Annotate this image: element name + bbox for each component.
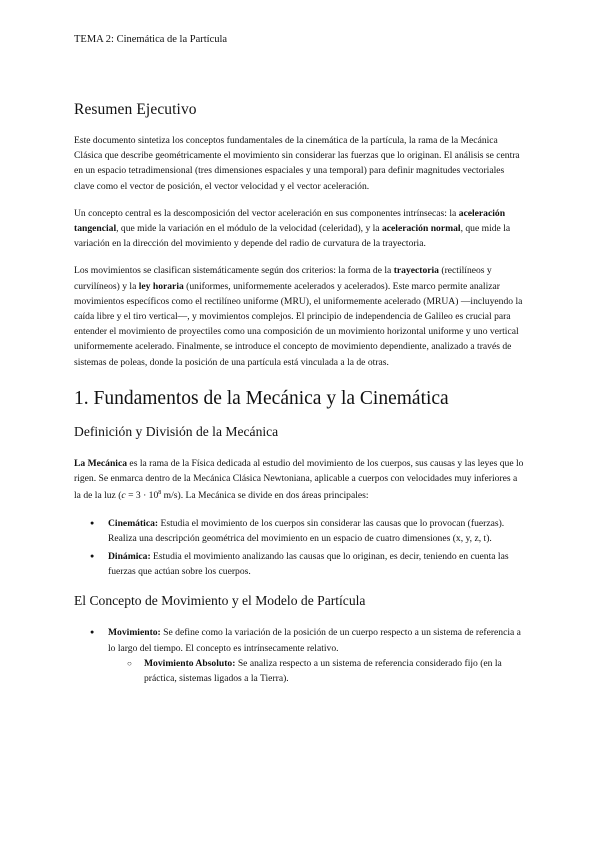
summary-paragraph-1: Este documento sintetiza los conceptos fundamentales de la cinemática de la partícula, la rama de la Mecánica Clásica que describe geométricamente el movimiento sin considerar las fuerzas que lo originan. El análisis se centra en un espacio tetradimensional (tres dimensiones espaciales y una temporal) para definir magnitudes vectoriales clave como el vector de posición, el vector velocidad y el vector aceleración.	[74, 135, 520, 192]
list-item: ● Movimiento: Se define como la variación de la posición de un cuerpo respecto a un sistema de referencia a lo largo del tiempo. El concepto es intrínsecamente relativo. ○ Movimiento Absoluto: Se analiza respecto a un sistema de referencia considerado fijo (en la práctica, sistemas ligados a la Tierra).	[108, 625, 526, 686]
mechanics-definition-paragraph: La Mecánica es la rama de la Física dedicada al estudio del movimiento de los cuerpos, sus causas y las leyes que lo rigen. Se enmarca dentro de la Mecánica Clásica Newtoniana, aplicable a cuerpos con velocidades muy inferiores a la de la luz ($c = 3 \cdot 10^8$ m/s). La Mecánica se divide en dos áreas principales:	[74, 457, 524, 502]
subsection-mechanics-heading: Definición y División de la Mecánica	[74, 423, 279, 439]
section-1-heading: 1. Fundamentos de la Mecánica y la Cinemática	[74, 387, 449, 409]
summary-paragraph-2: Un concepto central es la descomposición del vector aceleración en sus componentes intrínsecas: la aceleración tangencial, que mide la variación en el módulo de la velocidad (celeridad), y la aceleración normal, que mide la variación en la dirección del movimiento y depende del radio de curvatura de la trayectoria.	[74, 207, 511, 250]
movement-concepts-list	[74, 625, 526, 686]
summary-heading: Resumen Ejecutivo	[74, 101, 197, 118]
summary-paragraph-3: Los movimientos se clasifican sistemáticamente según dos criterios: la forma de la trayectoria (rectilíneos y curvilíneos) y la ley horaria (uniformes, uniformemente acelerados y acelerados). Este marco permite analizar movimientos específicos como el rectilíneo uniforme (MRU), el uniformemente acelerado (MRUA) —incluyendo la caída libre y el tiro vertical—, y movimientos complejos. El principio de independencia de Galileo es crucial para entender el movimiento de proyectiles como una composición de un movimiento horizontal uniforme y uno vertical uniformemente acelerado. Finalmente, se introduce el concepto de movimiento dependiente, analizado a través de sistemas de poleas, donde la posición de una partícula está vinculada a la de otras.	[74, 265, 523, 368]
subsection-movement-heading: El Concepto de Movimiento y el Modelo de Partícula	[74, 593, 366, 609]
list-item: ● Cinemática: Estudia el movimiento de los cuerpos sin considerar las causas que lo provocan (fuerzas). Realiza una descripción geométrica del movimiento en un espacio de cuatro dimensiones (x, y, z, t).	[108, 516, 526, 546]
mechanics-divisions-list	[74, 516, 526, 580]
list-item: ○ Movimiento Absoluto: Se analiza respecto a un sistema de referencia considerado fijo (en la práctica, sistemas ligados a la Tierra).	[144, 656, 526, 686]
running-header: TEMA 2: Cinemática de la Partícula	[74, 34, 228, 45]
list-item: ● Dinámica: Estudia el movimiento analizando las causas que lo originan, es decir, teniendo en cuenta las fuerzas que actúan sobre los cuerpos.	[108, 549, 526, 579]
movement-sublist	[108, 656, 526, 686]
